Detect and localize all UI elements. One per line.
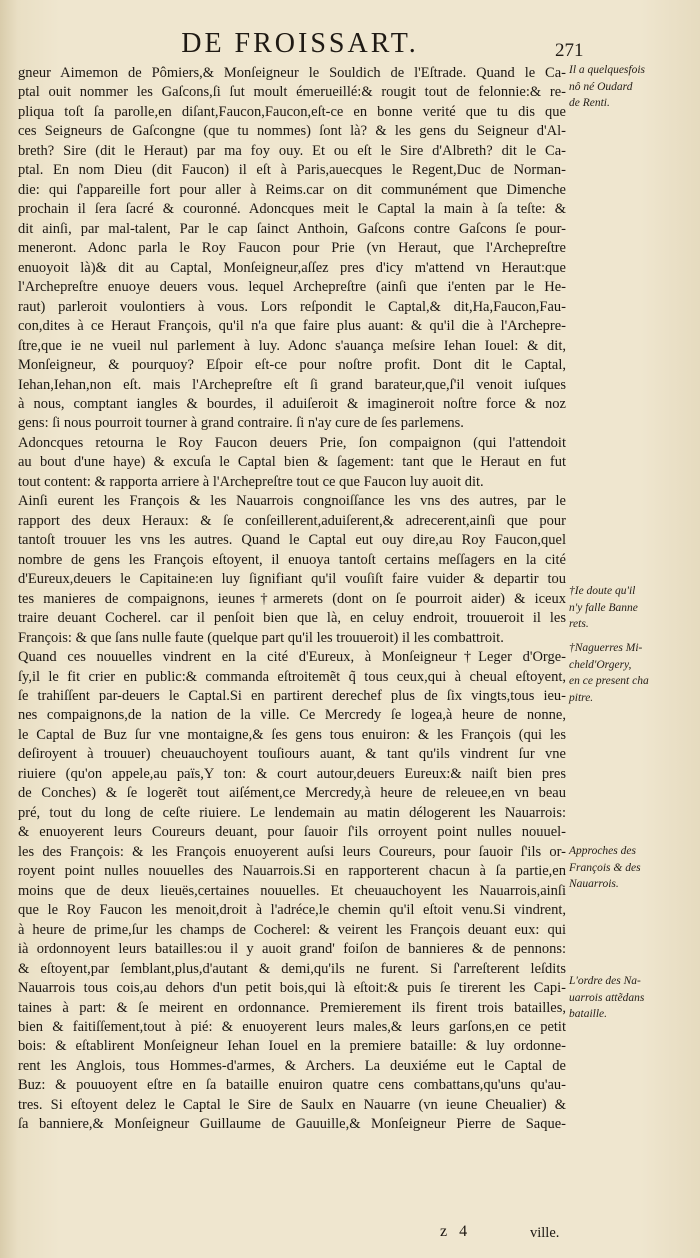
- margin-note-ordre: [569, 973, 697, 1023]
- margin-note-line: nô né Oudard: [569, 80, 633, 93]
- text-line: rapport des deux Heraux: & ſe conſeillerent,aduiſerent,& adrecerent,ainſi que pour: [18, 512, 566, 529]
- text-line: à heure de prime,ſur les champs de Cocherel: & veirent les François deuant eux: qui: [18, 921, 566, 938]
- margin-note-line: rets.: [569, 618, 589, 630]
- margin-note-line: de Renti.: [569, 97, 610, 109]
- text-line: ptal. En nom Dieu (dit Faucon) il eſt à Paris,auecques le Regent,Duc de Norman-: [18, 162, 566, 179]
- text-line: Nauarrois tous cois,au dehors d'un petit bois,qui là eſtoit:& puis ſe tirerent les Capi-: [18, 980, 566, 997]
- body-text-column: [18, 64, 566, 1135]
- text-line: d'Eureux,deuers le Capitaine:en luy ſignifiant qu'il vouſiſt faire vuider & departir tou: [18, 571, 566, 588]
- text-line: moins que de deux lieuës,certaines nouuelles. Et cheuauchoyent les Nauarrois,ainſi: [18, 882, 566, 899]
- margin-note-line: pitre.: [569, 691, 594, 704]
- text-line: à nous, comptant iangles & bourdes, il aduiſeroit & imagineroit noſtre force & noz: [18, 395, 566, 412]
- text-line: meneront. Adonc parla le Roy Faucon pour Prie (vn Heraut, que l'Archepreſtre: [18, 240, 566, 257]
- text-line: nombre de gens les François eſtoyent, il enuoya tantoſt certains meſſagers en la cité: [18, 551, 566, 568]
- margin-note-line: Approches des: [569, 845, 636, 857]
- margin-note-line: François & des: [569, 861, 641, 874]
- text-line: con,dites à ce Heraut François, qu'il n'a que faire plus auant: & qu'il die à l'Archepre-: [18, 318, 566, 335]
- text-line: ſy,il le fit crier en public:& commanda eſtroitemẽt q̃ tous ceux,qui à cheual eſtoyent,: [18, 668, 566, 685]
- text-line: die: qui ſ'appareille fort pour aller à Reims.car on dit communément que Dimenche: [18, 181, 566, 198]
- text-line: & enuoyerent leurs Coureurs deuant, pour ſauoir ſ'ils orroyent point nulles nouuel-: [18, 824, 566, 841]
- text-line: les des François: & les François enuoyerent auſsi leurs Coureurs, pour ſauoir ſ'ils or-: [18, 843, 566, 860]
- margin-note-line: †Ie doute qu'il: [569, 585, 636, 597]
- signature-mark: z 4: [440, 1223, 472, 1240]
- text-line: royent point nulles nouuelles des Nauarrois.Si en rapporterent chacun à ſa partie,en: [18, 863, 566, 880]
- text-line: ces Seigneurs de Gaſcongne (que tu nommes) ſont là? & les gens du Seigneur d'Al-: [18, 123, 566, 140]
- margin-note-approches: [569, 843, 697, 893]
- margin-note-line: Il a quelquesfois: [569, 64, 646, 76]
- text-line: que le Roy Faucon les menoit,droit à l'adréce,le chemin qu'il eſtoit venu.Si vindrent,: [18, 902, 566, 919]
- text-line: enuoyoit là)& dit au Captal, Monſeigneur,aſſez pres d'icy m'attend vn Heraut:que: [18, 259, 566, 276]
- margin-note-bannerets: [569, 583, 697, 633]
- text-line: breth? Sire (dit le Heraut) par ma foy ouy. Et ou eſt le Sire d'Albreth? dit le Ca-: [18, 142, 566, 159]
- running-head-title: DE FROISSART.: [181, 28, 419, 59]
- text-line: riuiere (qu'on appele,au païs,Y ton: & court autour,deuers Eureux:& naiſt bien pres: [18, 765, 566, 782]
- text-line: dit ainſi, par mal-talent, Par le cap ſainct Anthoin, Gaſcons contre Gaſcons ſe pour-: [18, 220, 566, 237]
- margin-note-line: n'y falle Banne: [569, 601, 638, 614]
- text-line: de Conches) & ſe logerẽt tout aiſément,ce Mercredy,à heure de releuee,en vn beau: [18, 785, 566, 802]
- text-line: traire deuant Cocherel. car il penſoit bien que là, en celuy endroit, trouueroit il les: [18, 610, 566, 627]
- page-number: 271: [555, 40, 584, 61]
- margin-note-line: Nauarrois.: [569, 878, 619, 890]
- text-line: rent les Anglois, tous Hommes-d'armes, & Archers. La deuxiéme eut le Captal de: [18, 1057, 566, 1074]
- text-line: tes manieres de compaignons, ieunes†armerets (dont on ſe pourroit aider) & iceux: [18, 590, 566, 607]
- text-line: Buz: & pouuoyent eſtre en ſa bataille enuiron quatre cens combattans,qu'uns qu'au-: [18, 1077, 566, 1094]
- margin-note-line: uarrois attẽdans: [569, 991, 645, 1004]
- margin-note-line: en ce present cha: [569, 675, 649, 687]
- text-line: au bout d'une haye) & excuſa le Captal bien & ſagement: tant que le Heraut en fut: [18, 454, 566, 471]
- text-line: ptal ouit nommer les Gaſcons,ſi ſut moult émerueillé:& rougit tout de felonnie:& re-: [18, 84, 566, 101]
- text-line: & eſtoyent,par ſemblant,plus,d'autant & demi,qu'ils ne furent. Si ſ'arreſterent leſdits: [18, 960, 566, 977]
- text-line: nes compaignons,de la nation de la ville. Ce Mercredy ſe logea,à heure de nonne,: [18, 707, 566, 724]
- text-line: deſiroyent à trouuer) cheuauchoyent touſiours auant, & tant qu'ils vindrent ſur vne: [18, 746, 566, 763]
- text-line: taines à part: & ſe meirent en ordonnance. Premierement ils firent trois batailles,: [18, 999, 566, 1016]
- text-line: François: & que ſans nulle faute (quelque part qu'il les trouueroit) il les combattroit.: [18, 629, 504, 646]
- margin-note-line: †Naguerres Mi-: [569, 642, 643, 654]
- text-line: bois: & eſtablirent Monſeigneur Iehan Iouel en la premiere bataille: & luy ordonne-: [18, 1038, 566, 1055]
- text-line: ſe trahiſſent par-deuers le Captal.Si en partirent derechef plus de ſix vingts,tous ieu-: [18, 688, 566, 704]
- text-line: tout content: & rapporta arriere à l'Archepreſtre tout ce que Faucon luy auoit dit.: [18, 473, 484, 490]
- text-line: tantoſt trouuer les vns les autres. Quand le Captal eut ouy dire,au Roy Faucon,quel: [18, 532, 566, 549]
- text-line: ià ordonnoyent leurs batailles:ou il y auoit grand' foiſon de bannieres & de pennons:: [18, 941, 566, 958]
- text-line: pliqua toſt ſa parolle,en diſant,Faucon,Faucon,eſt-ce en bonne verité que tu dis que: [18, 103, 566, 120]
- text-line: gneur Aimemon de Pômiers,& Monſeigneur le Souldich de l'Eſtrade. Quand le Ca-: [18, 65, 566, 81]
- text-line: Monſeigneur, & pourquoy? Eſpoir eſt-ce pour noſtre profit. Dont dit le Captal,: [18, 357, 566, 374]
- text-line: bien & faitiſſement,tout à pié: & enuoyerent leurs males,& leurs garſons,en ce petit: [18, 1018, 566, 1035]
- margin-note-renti: [569, 62, 697, 112]
- margin-note-line: bataille.: [569, 1008, 608, 1020]
- text-line: le Captal de Buz ſur vne montaigne,& ſes gens tous enuiron: & les François (qui les: [18, 726, 566, 743]
- text-line: Ainſi eurent les François & les Nauarrois congnoiſſance les vns des autres, par le: [18, 493, 566, 510]
- text-line: l'Archepreſtre enuoye deuers vous. lequel Archepreſtre (ainſi que i'enten par le He-: [18, 279, 566, 296]
- text-line: Quand ces nouuelles vindrent en la cité d'Eureux, à Monſeigneur†Leger d'Orge-: [18, 649, 566, 666]
- text-line: pré, tout du long de ceſte riuiere. Le lendemain au matin délogerent les Nauarrois:: [18, 804, 566, 821]
- text-line: Iehan,Iehan,non eſt. mais l'Archepreſtre eſt ſi grand barateur,que,ſ'il venoit iuſques: [18, 376, 566, 393]
- text-line: Adoncques retourna le Roy Faucon deuers Prie, ſon compaignon (qui l'attendoit: [18, 434, 566, 451]
- text-line: ſtre,que ie ne vueil nul parlement à luy. Adonc s'auança meſsire Iehan Iouel: & dit,: [18, 337, 566, 354]
- margin-note-line: L'ordre des Na-: [569, 975, 641, 987]
- text-line: tres. Si eſtoyent delez le Captal le Sire de Saulx en Nauarre (vn ieune Cheualier) &: [18, 1096, 566, 1113]
- catchword: ville.: [530, 1225, 560, 1241]
- text-line: gens: ſi nous pourroit tourner à grand contraire. ſi n'ay cure de ſes parlemens.: [18, 415, 464, 432]
- text-line: raut) parleroit voulontiers à vous. Lors reſpondit le Captal,& dit,Ha,Faucon,Fau-: [18, 298, 566, 315]
- text-line: ſa banniere,& Monſeigneur Guillaume de Gauuille,& Monſeigneur Pierre de Saque-: [18, 1116, 566, 1133]
- text-line: prochain il ſera ſacré & couronné. Adoncques meit le Captal la main à ſa teſte: &: [18, 201, 566, 218]
- margin-note-line: cheld'Orgery,: [569, 658, 632, 671]
- margin-note-orgery: [569, 640, 697, 706]
